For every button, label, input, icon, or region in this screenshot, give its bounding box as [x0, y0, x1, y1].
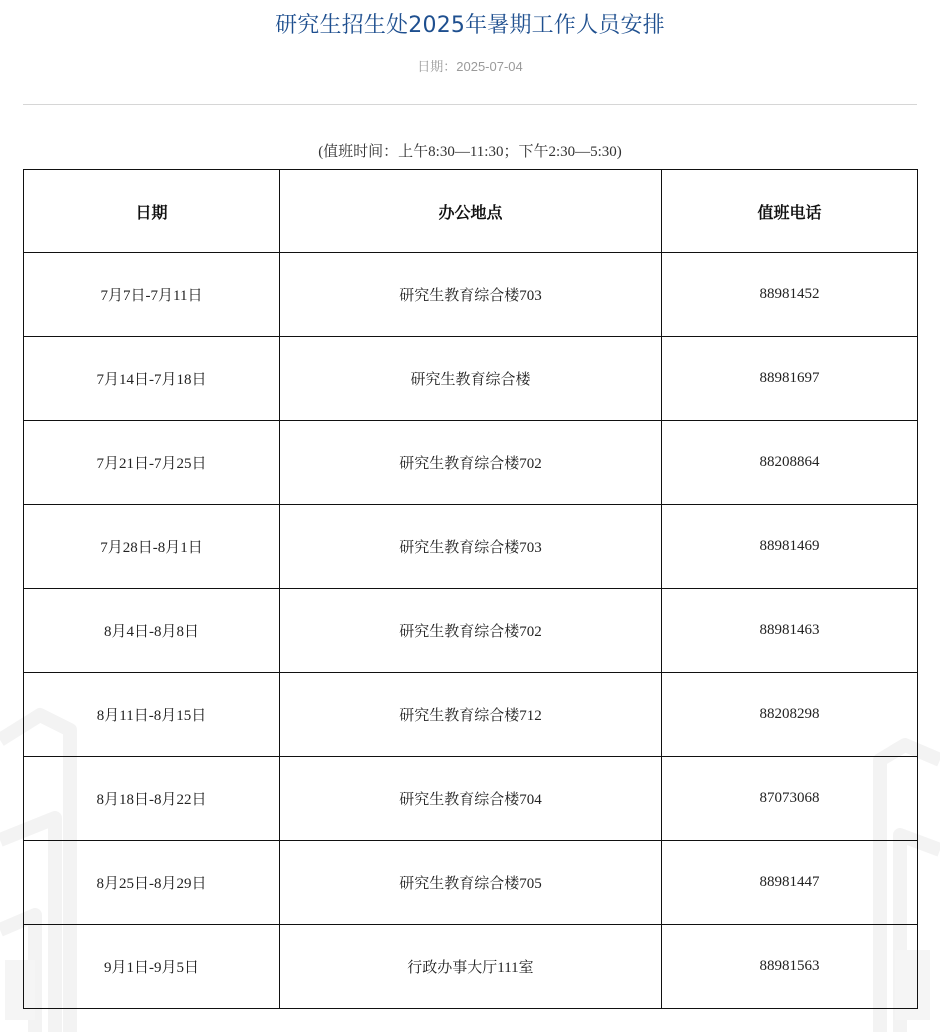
- cell-phone: 88981697: [662, 337, 918, 421]
- cell-date: 7月28日-8月1日: [24, 505, 280, 589]
- table-row: [24, 757, 918, 841]
- publish-date: 日期：2025-07-04: [417, 59, 523, 74]
- cell-phone: 87073068: [662, 757, 918, 841]
- duty-hours-note: (值班时间：上午8:30—11:30；下午2:30—5:30): [318, 144, 622, 160]
- header-location: 办公地点: [280, 170, 662, 253]
- table-row: [24, 337, 918, 421]
- header-date: 日期: [24, 170, 280, 253]
- cell-date: 7月14日-7月18日: [24, 337, 280, 421]
- table-row: [24, 925, 918, 1009]
- cell-date: 9月1日-9月5日: [24, 925, 280, 1009]
- table-row: [24, 421, 918, 505]
- table-row: [24, 589, 918, 673]
- page-title: 研究生招生处2025年暑期工作人员安排: [275, 13, 665, 38]
- cell-location: 研究生教育综合楼712: [280, 673, 662, 757]
- cell-phone: 88981469: [662, 505, 918, 589]
- cell-date: 8月11日-8月15日: [24, 673, 280, 757]
- cell-date: 7月21日-7月25日: [24, 421, 280, 505]
- table-header-row: [24, 170, 918, 253]
- cell-date: 8月4日-8月8日: [24, 589, 280, 673]
- cell-location: 研究生教育综合楼705: [280, 841, 662, 925]
- cell-location: 研究生教育综合楼: [280, 337, 662, 421]
- cell-phone: 88981452: [662, 253, 918, 337]
- cell-phone: 88981563: [662, 925, 918, 1009]
- header-phone: 值班电话: [662, 170, 918, 253]
- table-row: [24, 673, 918, 757]
- table-row: [24, 841, 918, 925]
- cell-location: 行政办事大厅111室: [280, 925, 662, 1009]
- table-row: [24, 253, 918, 337]
- duty-schedule-table: [23, 169, 918, 1009]
- cell-phone: 88981447: [662, 841, 918, 925]
- cell-phone: 88981463: [662, 589, 918, 673]
- cell-date: 7月7日-7月11日: [24, 253, 280, 337]
- table-row: [24, 505, 918, 589]
- cell-date: 8月25日-8月29日: [24, 841, 280, 925]
- cell-date: 8月18日-8月22日: [24, 757, 280, 841]
- cell-location: 研究生教育综合楼702: [280, 421, 662, 505]
- cell-location: 研究生教育综合楼704: [280, 757, 662, 841]
- cell-location: 研究生教育综合楼702: [280, 589, 662, 673]
- cell-phone: 88208864: [662, 421, 918, 505]
- title-divider: [23, 104, 917, 105]
- cell-location: 研究生教育综合楼703: [280, 253, 662, 337]
- cell-phone: 88208298: [662, 673, 918, 757]
- cell-location: 研究生教育综合楼703: [280, 505, 662, 589]
